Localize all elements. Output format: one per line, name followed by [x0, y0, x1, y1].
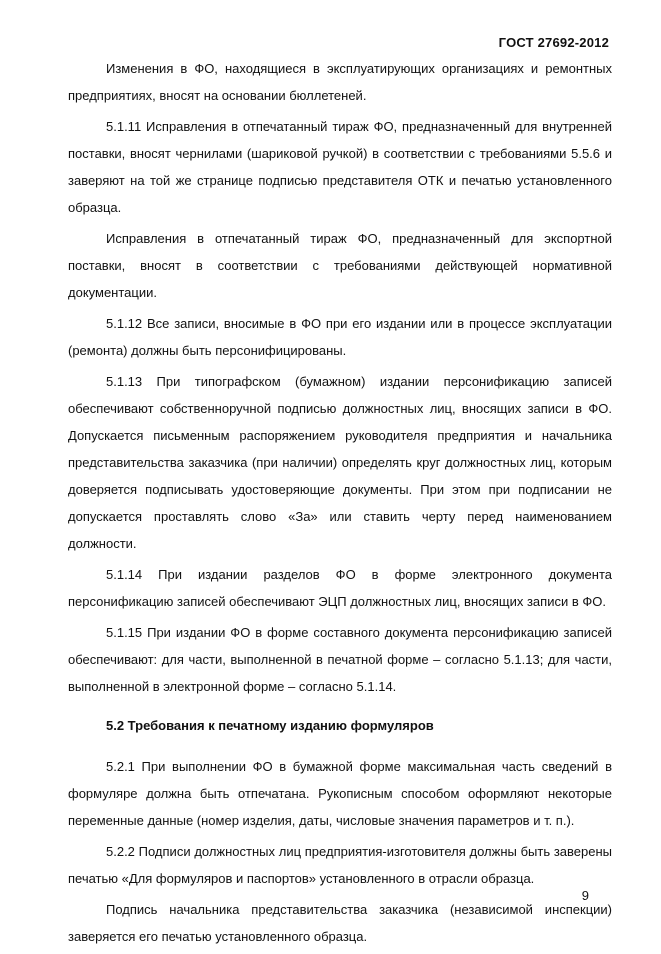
section-heading: 5.2 Требования к печатному изданию формуляров — [106, 718, 434, 733]
paragraph: 5.2.1 При выполнении ФО в бумажной форме максимальная часть сведений в формуляре должна быть отпечатана. Рукописным способом оформляют некоторые переменные данные (номер изделия, даты, числовые значения параметров и т. п.). — [68, 759, 612, 828]
paragraph: 5.1.13 При типографском (бумажном) издании персонификацию записей обеспечивают собственноручной подписью должностных лиц, вносящих записи в ФО. Допускается письменным распоряжением руководителя предприятия и начальника представительства заказчика (при наличии) определять круг должностных лиц, которым доверяется подписывать удостоверяющие документы. При этом при подписании не допускается проставлять слово «За» или ставить черту перед наименованием должности. — [68, 374, 612, 551]
paragraph: 5.1.14 При издании разделов ФО в форме электронного документа персонификацию записей обеспечивают ЭЦП должностных лиц, вносящих записи в ФО. — [68, 567, 612, 609]
paragraph: Исправления в отпечатанный тираж ФО, предназначенный для экспортной поставки, вносят в соответствии с требованиями действующей нормативной документации. — [68, 231, 612, 300]
paragraph: 5.1.12 Все записи, вносимые в ФО при его издании или в процессе эксплуатации (ремонта) должны быть персонифицированы. — [68, 316, 612, 358]
page-number: 9 — [581, 888, 589, 903]
page-body — [68, 55, 612, 954]
paragraph: 5.1.15 При издании ФО в форме составного документа персонификацию записей обеспечивают: для части, выполненной в печатной форме – согласно 5.1.13; для части, выполненной в электронной форме – согласно 5.1.14. — [68, 625, 612, 694]
paragraph: Изменения в ФО, находящиеся в эксплуатирующих организациях и ремонтных предприятиях, вносят на основании бюллетеней. — [68, 61, 612, 103]
paragraph: 5.2.2 Подписи должностных лиц предприятия-изготовителя должны быть заверены печатью «Для формуляров и паспортов» установленного в отрасли образца. — [68, 844, 612, 886]
paragraph: Подпись начальника представительства заказчика (независимой инспекции) заверяется его печатью установленного образца. — [68, 902, 612, 944]
document-code: ГОСТ 27692-2012 — [498, 35, 609, 50]
paragraph: 5.1.11 Исправления в отпечатанный тираж ФО, предназначенный для внутренней поставки, вносят чернилами (шариковой ручкой) в соответствии с требованиями 5.5.6 и заверяют на той же странице подписью представителя ОТК и печатью установленного образца. — [68, 119, 612, 215]
